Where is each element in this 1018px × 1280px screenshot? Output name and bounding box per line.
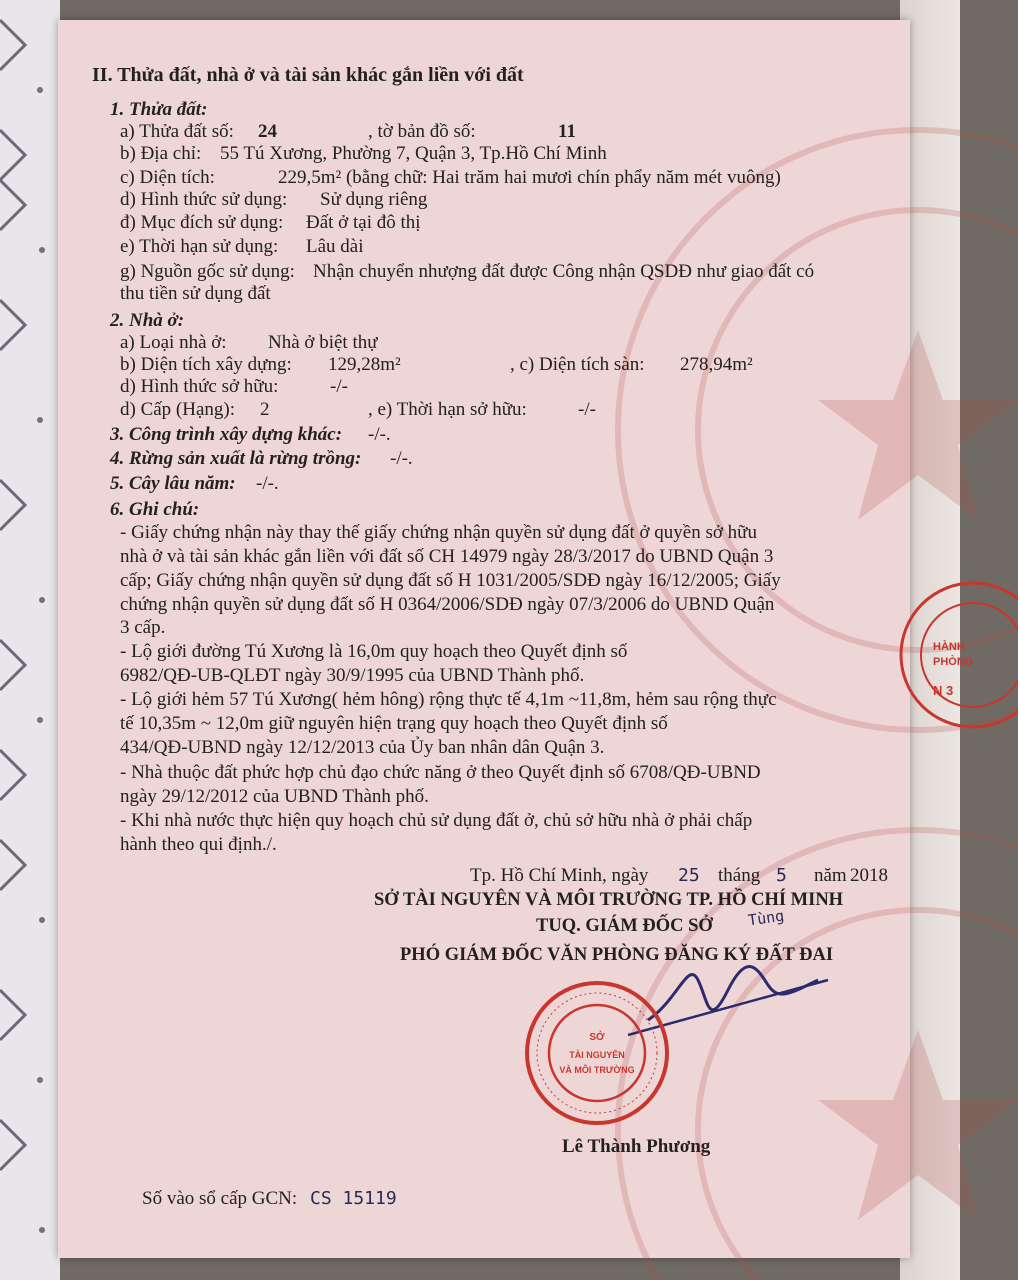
note-line: - Giấy chứng nhận này thay thế giấy chứng nhận quyền sử dụng đất ở quyền sở hữu [120, 522, 757, 543]
parcel-label: a) Thửa đất số: [120, 121, 234, 142]
perennial-heading: 5. Cây lâu năm: [110, 473, 236, 494]
date-month-label: tháng [718, 865, 761, 886]
ownership-label: d) Hình thức sở hữu: [120, 376, 279, 397]
signer-name: Lê Thành Phương [562, 1136, 711, 1157]
date-prefix: Tp. Hồ Chí Minh, ngày [470, 865, 649, 886]
house-heading: 2. Nhà ở: [110, 310, 185, 331]
forest-value: -/-. [390, 448, 413, 469]
other-works-value: -/-. [368, 424, 391, 445]
note-line: - Lộ giới hẻm 57 Tú Xương( hẻm hông) rộng thực tế 4,1m ~11,8m, hẻm sau rộng thực [120, 689, 777, 710]
floor-area-label: , c) Diện tích sàn: [510, 354, 645, 375]
note-line: nhà ở và tài sản khác gắn liền với đất số CH 14979 ngày 28/3/2017 do UBND Quận 3 [120, 546, 774, 567]
map-number: 11 [558, 121, 576, 142]
svg-text:VÀ MÔI TRƯỜNG: VÀ MÔI TRƯỜNG [559, 1065, 635, 1075]
origin-label: g) Nguồn gốc sử dụng: [120, 261, 295, 282]
term-value: Lâu dài [306, 236, 364, 257]
left-binding-edge [0, 0, 60, 1280]
grade-value: 2 [260, 399, 270, 420]
note-line: hành theo qui định./. [120, 834, 277, 855]
note-line: 3 cấp. [120, 617, 166, 638]
date-year-label: năm [814, 865, 847, 886]
term-label: e) Thời hạn sử dụng: [120, 236, 279, 257]
map-label: , tờ bản đồ số: [368, 121, 476, 142]
note-line: - Nhà thuộc đất phức hợp chủ đạo chức năng ở theo Quyết định số 6708/QĐ-UBND [120, 762, 761, 783]
address-value: 55 Tú Xương, Phường 7, Quận 3, Tp.Hồ Chí Minh [220, 143, 607, 164]
purpose-value: Đất ở tại đô thị [306, 212, 421, 233]
position-title: PHÓ GIÁM ĐỐC VĂN PHÒNG ĐĂNG KÝ ĐẤT ĐAI [400, 945, 834, 965]
build-area-value: 129,28m² [328, 354, 401, 375]
handwritten-note: Tùng [746, 906, 786, 930]
build-area-label: b) Diện tích xây dựng: [120, 354, 292, 375]
origin-value-line2: thu tiền sử dụng đất [120, 283, 271, 304]
date-month: 5 [776, 865, 787, 886]
note-line: tế 10,35m ~ 12,0m giữ nguyên hiện trạng quy hoạch theo Quyết định số [120, 713, 668, 734]
note-line: chứng nhận quyền sử dụng đất số H 0364/2006/SDĐ ngày 07/3/2006 do UBND Quận [120, 594, 775, 615]
date-year: 2018 [850, 865, 888, 886]
area-value: 229,5m² (bằng chữ: Hai trăm hai mươi chín phẩy năm mét vuông) [278, 167, 781, 188]
forest-heading: 4. Rừng sản xuất là rừng trồng: [110, 448, 362, 469]
note-line: - Khi nhà nước thực hiện quy hoạch chủ sử dụng đất ở, chủ sở hữu nhà ở phải chấp [120, 810, 753, 831]
address-label: b) Địa chỉ: [120, 143, 202, 164]
land-heading: 1. Thửa đất: [110, 99, 208, 120]
floor-area-value: 278,94m² [680, 354, 753, 375]
house-type-label: a) Loại nhà ở: [120, 332, 227, 353]
svg-text:TÀI NGUYÊN: TÀI NGUYÊN [569, 1050, 625, 1060]
svg-text:N 3: N 3 [933, 683, 954, 698]
area-label: c) Diện tích: [120, 167, 215, 188]
note-line: cấp; Giấy chứng nhận quyền sử dụng đất số H 1031/2005/SDĐ ngày 16/12/2005; Giấy [120, 570, 781, 591]
use-form-value: Sử dụng riêng [320, 189, 428, 210]
origin-value-line1: Nhận chuyển nhượng đất được Công nhận QSDĐ như giao đất có [313, 261, 815, 282]
date-day: 25 [678, 865, 700, 886]
svg-text:PHÒNG: PHÒNG [933, 656, 974, 668]
svg-text:HÀNH: HÀNH [933, 641, 965, 653]
notes-heading: 6. Ghi chú: [110, 499, 200, 520]
official-seal-icon [522, 978, 672, 1128]
registry-number: CS 15119 [310, 1188, 397, 1209]
other-works-heading: 3. Công trình xây dựng khác: [110, 424, 343, 445]
district-seal-icon [893, 580, 973, 730]
note-line: - Lộ giới đường Tú Xương là 16,0m quy hoạch theo Quyết định số [120, 641, 628, 662]
own-term-label: , e) Thời hạn sở hữu: [368, 399, 527, 420]
purpose-label: đ) Mục đích sử dụng: [120, 212, 284, 233]
note-line: ngày 29/12/2012 của UBND Thành phố. [120, 786, 429, 807]
svg-text:SỞ: SỞ [589, 1032, 605, 1043]
own-term-value: -/- [578, 399, 596, 420]
proxy-title: TUQ. GIÁM ĐỐC SỞ [536, 916, 713, 936]
note-line: 6982/QĐ-UB-QLĐT ngày 30/9/1995 của UBND Thành phố. [120, 665, 585, 686]
section-title: II. Thửa đất, nhà ở và tài sản khác gắn liền với đất [92, 64, 524, 86]
perennial-value: -/-. [256, 473, 279, 494]
house-type-value: Nhà ở biệt thự [268, 332, 378, 353]
parcel-number: 24 [258, 121, 277, 142]
grade-label: d) Cấp (Hạng): [120, 399, 236, 420]
certificate-page [58, 20, 974, 1258]
note-line: 434/QĐ-UBND ngày 12/12/2013 của Ủy ban nhân dân Quận 3. [120, 737, 605, 758]
use-form-label: d) Hình thức sử dụng: [120, 189, 288, 210]
agency-name: SỞ TÀI NGUYÊN VÀ MÔI TRƯỜNG TP. HỒ CHÍ MINH [374, 890, 844, 910]
registry-label: Số vào sổ cấp GCN: [142, 1188, 298, 1209]
ownership-value: -/- [330, 376, 348, 397]
